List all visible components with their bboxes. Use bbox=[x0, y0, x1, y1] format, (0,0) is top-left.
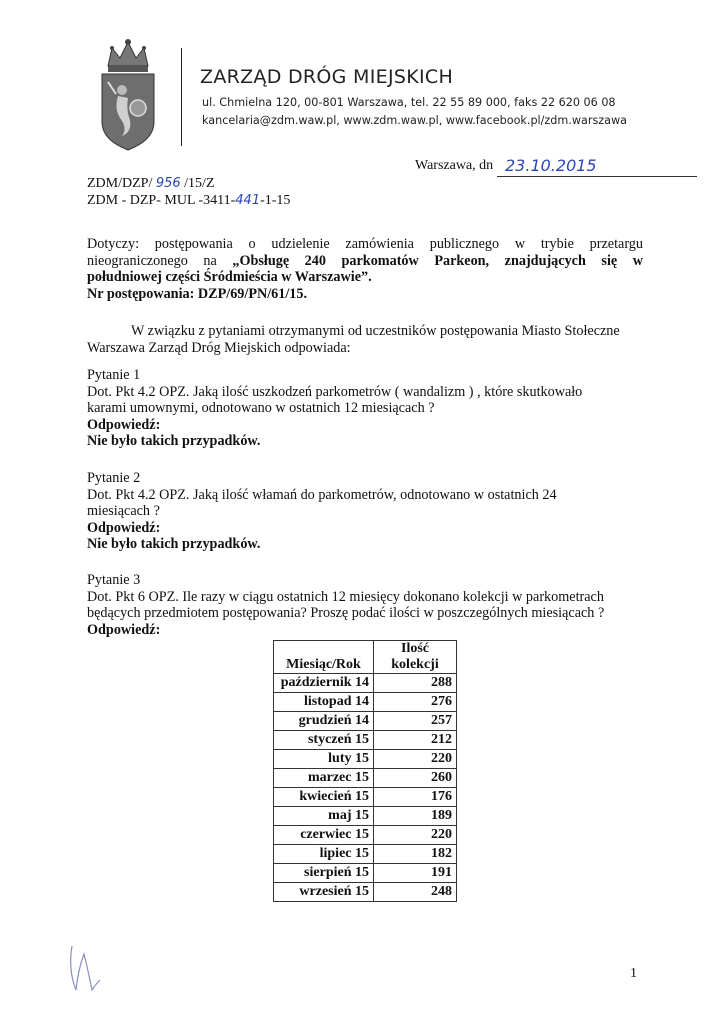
table-row bbox=[274, 750, 457, 769]
cell-count: 191 bbox=[374, 864, 457, 883]
date-value: 23.10.2015 bbox=[505, 156, 597, 175]
question-2 bbox=[87, 470, 647, 553]
cell-count: 189 bbox=[374, 807, 457, 826]
cell-month: czerwiec 15 bbox=[274, 826, 374, 845]
table-body bbox=[274, 674, 457, 902]
date-label: Warszawa, dn bbox=[415, 158, 494, 173]
question-text-line: Dot. Pkt 6 OPZ. Ile razy w ciągu ostatnich 12 miesięcy dokonano kolekcji w parkometrach bbox=[87, 588, 604, 605]
cell-month: kwiecień 15 bbox=[274, 788, 374, 807]
answer-label: Odpowiedź: bbox=[87, 416, 161, 433]
cell-count: 182 bbox=[374, 845, 457, 864]
cell-count: 176 bbox=[374, 788, 457, 807]
cell-count: 220 bbox=[374, 826, 457, 845]
cell-month: wrzesień 15 bbox=[274, 883, 374, 902]
question-text-line: karami umownymi, odnotowano w ostatnich 12 miesiącach ? bbox=[87, 400, 435, 416]
subject-block bbox=[87, 236, 643, 302]
cell-month: luty 15 bbox=[274, 750, 374, 769]
question-heading: Pytanie 2 bbox=[87, 470, 141, 486]
table-row bbox=[274, 731, 457, 750]
table-row bbox=[274, 788, 457, 807]
ref2-suffix: -1-15 bbox=[260, 193, 291, 208]
ref1-suffix: /15/Z bbox=[184, 176, 215, 191]
cell-month: listopad 14 bbox=[274, 693, 374, 712]
cell-count: 248 bbox=[374, 883, 457, 902]
cell-count: 288 bbox=[374, 674, 457, 693]
org-contacts: kancelaria@zdm.waw.pl, www.zdm.waw.pl, www.facebook.pl/zdm.warszawa bbox=[202, 114, 628, 127]
cell-month: sierpień 15 bbox=[274, 864, 374, 883]
column-header-count-line-1: Ilość bbox=[401, 641, 429, 656]
ref1-prefix: ZDM/DZP/ bbox=[87, 176, 153, 191]
table-row bbox=[274, 826, 457, 845]
cell-month: maj 15 bbox=[274, 807, 374, 826]
cell-month: styczeń 15 bbox=[274, 731, 374, 750]
answer-label: Odpowiedź: bbox=[87, 519, 161, 536]
question-heading: Pytanie 1 bbox=[87, 367, 141, 383]
ref2-prefix: ZDM - DZP- MUL -3411- bbox=[87, 193, 236, 208]
subject-line-2-bold: „Obsługę 240 parkomatów Parkeon, znajdujących się w bbox=[232, 252, 643, 269]
table-row bbox=[274, 845, 457, 864]
cell-count: 220 bbox=[374, 750, 457, 769]
column-header-count-line-2: kolekcji bbox=[391, 657, 439, 672]
cell-count: 260 bbox=[374, 769, 457, 788]
ref2-handwritten: 441 bbox=[235, 193, 261, 208]
cell-count: 276 bbox=[374, 693, 457, 712]
ref1-handwritten: 956 bbox=[155, 176, 181, 191]
collections-table bbox=[273, 640, 457, 902]
answer-text: Nie było takich przypadków. bbox=[87, 433, 261, 449]
date-underline bbox=[497, 176, 697, 177]
letterhead-divider bbox=[181, 48, 182, 146]
intro-line-2: Warszawa Zarząd Dróg Miejskich odpowiada: bbox=[87, 339, 351, 356]
page-number: 1 bbox=[630, 966, 637, 981]
question-text-line: miesiącach ? bbox=[87, 503, 160, 519]
subject-line-2 bbox=[87, 253, 643, 270]
column-header-month: Miesiąc/Rok bbox=[274, 641, 374, 674]
question-3 bbox=[87, 572, 647, 638]
question-heading: Pytanie 3 bbox=[87, 572, 141, 588]
subject-line-1: Dotyczy: postępowania o udzielenie zamówienia publicznego w trybie przetargu bbox=[87, 236, 643, 252]
table-row bbox=[274, 883, 457, 902]
subject-line-3: południowej części Śródmieścia w Warszawie”. bbox=[87, 269, 372, 285]
cell-count: 257 bbox=[374, 712, 457, 731]
handwritten-initials bbox=[58, 940, 118, 1000]
table-row bbox=[274, 712, 457, 731]
reference-number-2 bbox=[87, 193, 290, 209]
question-text-line: będących przedmiotem postępowania? Proszę podać ilości w poszczególnych miesiącach ? bbox=[87, 605, 605, 621]
subject-line-2-normal: nieograniczonego na bbox=[87, 252, 233, 269]
cell-month: grudzień 14 bbox=[274, 712, 374, 731]
cell-month: lipiec 15 bbox=[274, 845, 374, 864]
question-1 bbox=[87, 367, 647, 450]
table-row bbox=[274, 769, 457, 788]
cell-month: marzec 15 bbox=[274, 769, 374, 788]
intro-paragraph bbox=[87, 323, 643, 356]
question-text-line: Dot. Pkt 4.2 OPZ. Jaką ilość włamań do parkometrów, odnotowano w ostatnich 24 bbox=[87, 486, 557, 503]
cell-month: październik 14 bbox=[274, 674, 374, 693]
answer-label: Odpowiedź: bbox=[87, 621, 161, 638]
table-row bbox=[274, 693, 457, 712]
reference-number-1 bbox=[87, 176, 215, 192]
answer-text: Nie było takich przypadków. bbox=[87, 536, 261, 552]
table-row bbox=[274, 864, 457, 883]
intro-line-1: W związku z pytaniami otrzymanymi od uczestników postępowania Miasto Stołeczne bbox=[131, 323, 620, 339]
warsaw-crest-logo bbox=[98, 36, 158, 154]
question-text-line: Dot. Pkt 4.2 OPZ. Jaką ilość uszkodzeń parkometrów ( wandalizm ) , które skutkowało bbox=[87, 383, 583, 400]
cell-count: 212 bbox=[374, 731, 457, 750]
proceeding-number: Nr postępowania: DZP/69/PN/61/15. bbox=[87, 285, 308, 302]
table-row bbox=[274, 807, 457, 826]
column-header-count bbox=[374, 641, 457, 674]
org-address: ul. Chmielna 120, 00-801 Warszawa, tel. 22 55 89 000, faks 22 620 06 08 bbox=[202, 96, 616, 109]
table-header-row bbox=[274, 641, 457, 674]
org-name: ZARZĄD DRÓG MIEJSKICH bbox=[200, 66, 454, 88]
table-row bbox=[274, 674, 457, 693]
